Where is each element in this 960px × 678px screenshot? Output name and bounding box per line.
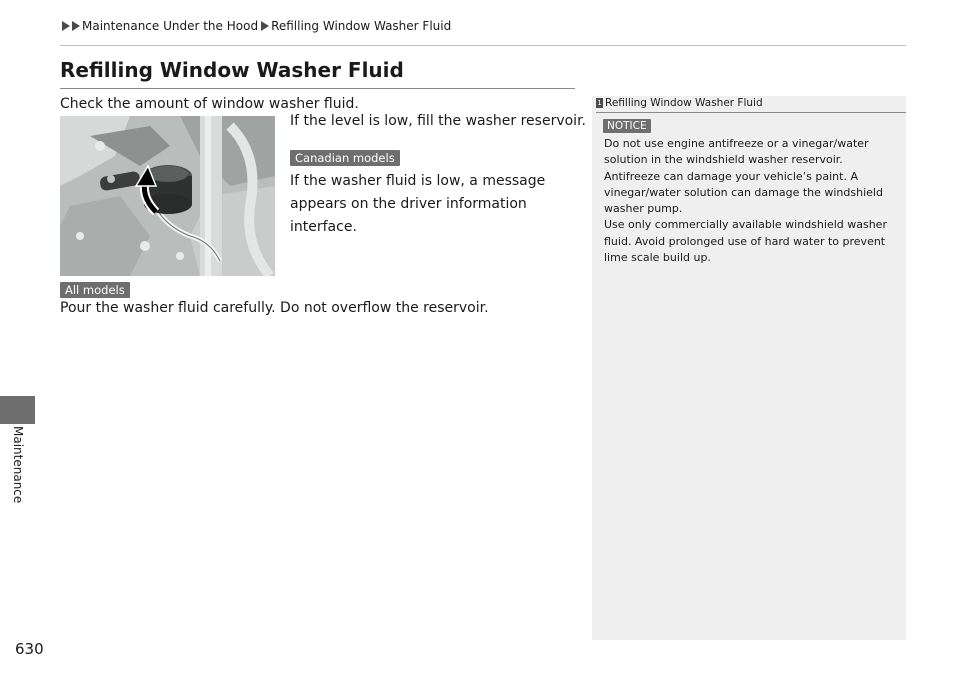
header-divider xyxy=(60,45,906,46)
right-triangle-icon xyxy=(62,21,70,31)
pour-instruction-text: Pour the washer fluid carefully. Do not overflow the reservoir. xyxy=(60,300,489,316)
all-models-tag: All models xyxy=(60,282,130,298)
level-low-text: If the level is low, fill the washer reservoir. xyxy=(290,113,586,129)
intro-text: Check the amount of window washer fluid. xyxy=(60,96,359,112)
notes-divider xyxy=(596,112,906,113)
breadcrumb-item-refilling-window-washer-fluid[interactable]: Refilling Window Washer Fluid xyxy=(271,19,452,33)
notice-paragraph: Do not use engine antifreeze or a vinegar/water solution in the windshield washer reservoir. Antifreeze can damage your vehicle’s paint. A vinegar/water solution can damage the windshield washer pump. xyxy=(604,137,883,216)
title-divider xyxy=(60,88,575,89)
right-triangle-icon xyxy=(261,21,269,31)
note-marker-icon: 1 xyxy=(597,99,602,107)
right-triangle-icon xyxy=(72,21,80,31)
page-number: 630 xyxy=(15,640,44,658)
page-title: Refilling Window Washer Fluid xyxy=(60,58,404,82)
notice-badge: NOTICE xyxy=(603,119,651,133)
canadian-models-text: If the washer fluid is low, a message appears on the driver information interface. xyxy=(290,173,546,235)
fluid-advice-paragraph: Use only commercially available windshield washer fluid. Avoid prolonged use of hard water to prevent lime scale build up. xyxy=(604,218,887,265)
section-tab-label: Maintenance xyxy=(11,426,25,504)
washer-reservoir-photo xyxy=(60,116,275,276)
notes-title-text: Refilling Window Washer Fluid xyxy=(605,97,763,109)
notes-title xyxy=(596,97,763,109)
notes-body xyxy=(604,136,896,266)
canadian-models-tag: Canadian models xyxy=(290,150,400,166)
section-tab xyxy=(0,396,35,424)
breadcrumb xyxy=(62,19,451,33)
breadcrumb-item-maintenance-under-the-hood[interactable]: Maintenance Under the Hood xyxy=(82,19,259,33)
engine-bay-illustration xyxy=(60,116,275,276)
